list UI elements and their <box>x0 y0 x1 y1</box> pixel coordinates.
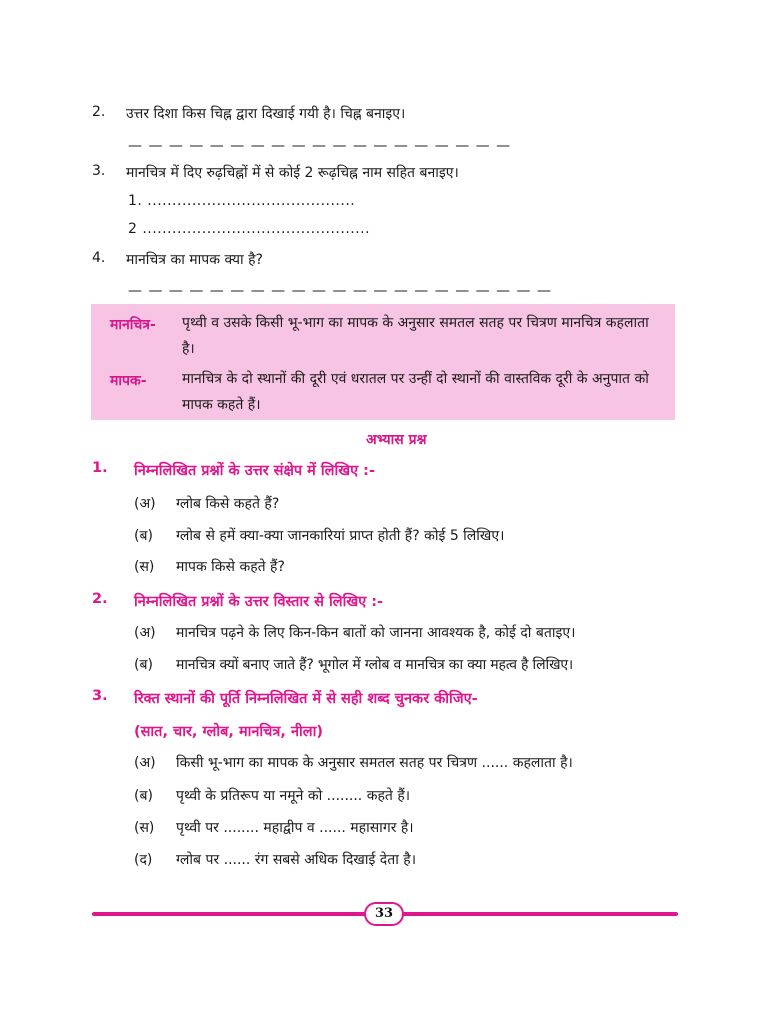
exercise-title: रिक्त स्थानों की पूर्ति निम्नलिखित में से सही शब्द चुनकर कीजिए- <box>134 691 478 707</box>
exercise-title: निम्नलिखित प्रश्नों के उत्तर विस्तार से लिखिए :- <box>134 594 384 610</box>
item-label: (अ) <box>134 625 156 641</box>
word-choices: (सात, चार, ग्लोब, मानचित्र, नीला) <box>134 724 323 740</box>
item-text: ग्लोब किसे कहते हैं? <box>176 496 280 512</box>
item-text: ग्लोब पर ...... रंग सबसे अधिक दिखाई देता है। <box>176 852 417 868</box>
exercise-number: 1. <box>92 460 108 476</box>
item-label: (अ) <box>134 755 156 771</box>
item-text: मानचित्र क्यों बनाए जाते हैं? भूगोल में ग्लोब व मानचित्र का क्या महत्व है लिखिए। <box>176 657 573 673</box>
answer-line: — — — — — — — — — — — — — — — — — — — — — <box>128 283 553 299</box>
definition-term-map: मानचित्र- <box>110 317 156 333</box>
question-number: 4. <box>92 250 106 266</box>
answer-blank: 2 .............................................. <box>128 221 371 237</box>
item-text: किसी भू-भाग का मापक के अनुसार समतल सतह पर चित्रण ...... कहलाता है। <box>176 755 573 771</box>
item-text: पृथ्वी के प्रतिरूप या नमूने को ........ कहते हैं। <box>176 788 411 804</box>
answer-blank: 1. .......................................... <box>128 193 356 209</box>
definition-text-scale: मानचित्र के दो स्थानों की दूरी एवं धरातल पर उन्हीं दो स्थानों की वास्तविक दूरी के अनुपात को मापक कहते हैं। <box>182 371 649 413</box>
item-label: (ब) <box>134 788 153 804</box>
item-label: (ब) <box>134 657 153 673</box>
exercise-heading: अभ्यास प्रश्न <box>366 432 427 448</box>
item-text: मापक किसे कहते हैं? <box>176 559 285 575</box>
question-text: उत्तर दिशा किस चिह्न द्वारा दिखाई गयी है। चिह्न बनाइए। <box>126 106 406 122</box>
definition-term-scale: मापक- <box>110 373 147 389</box>
question-text: मानचित्र में दिए रुढ़चिह्नों में से कोई 2 रूढ़चिह्न नाम सहित बनाइए। <box>126 165 459 181</box>
page-number: 33 <box>364 902 404 926</box>
item-text: पृथ्वी पर ........ महाद्वीप व ...... महासागर है। <box>176 820 414 836</box>
answer-line: — — — — — — — — — — — — — — — — — — — <box>128 138 512 154</box>
item-label: (स) <box>134 820 155 836</box>
item-label: (द) <box>134 852 153 868</box>
item-label: (ब) <box>134 528 153 544</box>
item-text: मानचित्र पढ़ने के लिए किन-किन बातों को जानना आवश्यक है, कोई दो बताइए। <box>176 625 576 641</box>
item-label: (अ) <box>134 496 156 512</box>
exercise-number: 3. <box>92 688 108 704</box>
question-number: 2. <box>92 104 106 120</box>
exercise-title: निम्नलिखित प्रश्नों के उत्तर संक्षेप में लिखिए :- <box>134 463 375 479</box>
definition-text-map: पृथ्वी व उसके किसी भू-भाग का मापक के अनुसार समतल सतह पर चित्रण मानचित्र कहलाता है। <box>182 315 649 357</box>
question-number: 3. <box>92 163 106 179</box>
item-label: (स) <box>134 559 155 575</box>
question-text: मानचित्र का मापक क्या है? <box>126 252 263 268</box>
item-text: ग्लोब से हमें क्या-क्या जानकारियां प्राप्त होती हैं? कोई 5 लिखिए। <box>176 528 505 544</box>
exercise-number: 2. <box>92 591 108 607</box>
